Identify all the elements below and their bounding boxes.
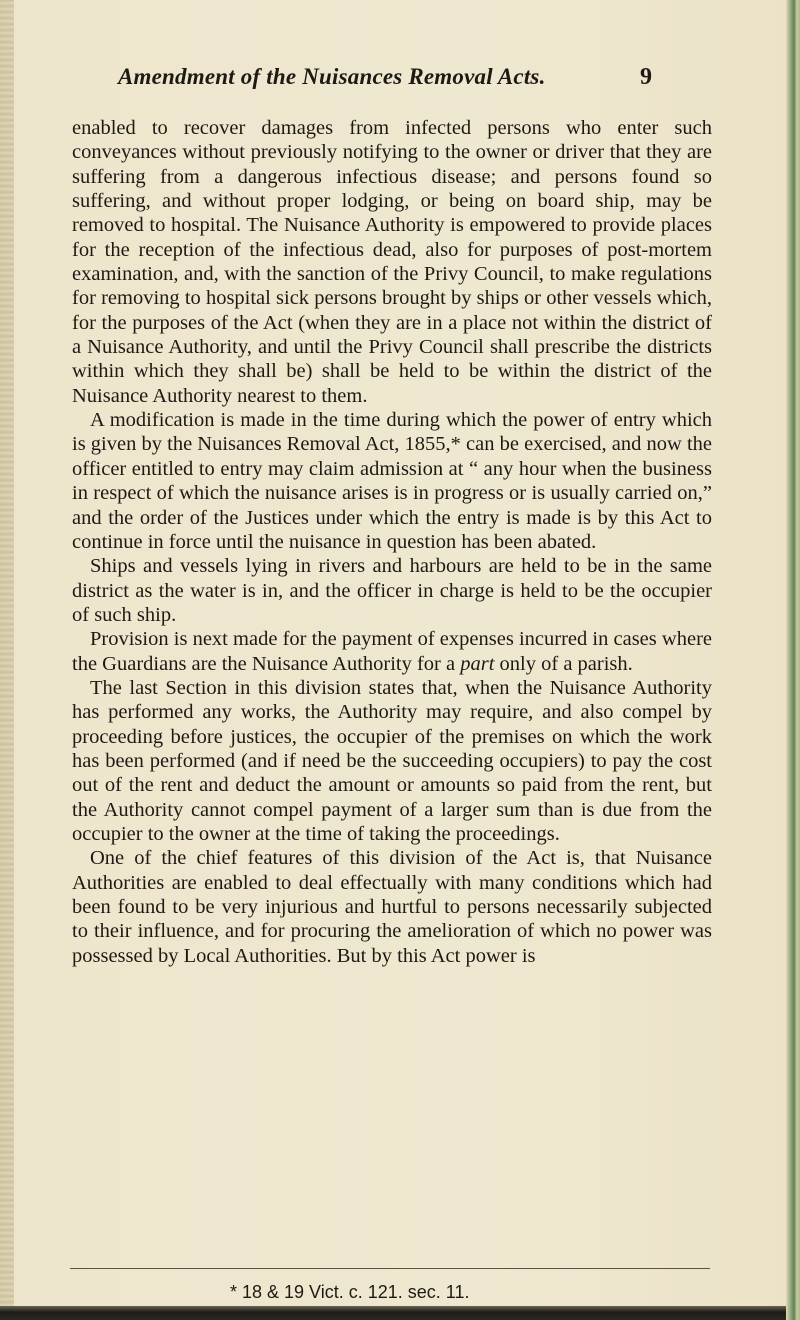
page-left-edge [0,0,14,1320]
page-bottom-shadow [0,1306,786,1320]
paragraph-1: enabled to recover damages from infected persons who enter such conveyances without previously notifying to the owner or driver that they are suffering from a dangerous infectious disease; and persons found so suffering, and without proper lodging, or being on board ship, may be removed to hospital. The Nuisance Authority is empowered to provide places for the reception of the infectious dead, also for purposes of post-mortem examination, and, with the sanction of the Privy Council, to make regulations for removing to hospital sick persons brought by ships or other vessels which, for the purposes of the Act (when they are in a place not within the district of a Nuisance Authority, and until the Privy Council shall prescribe the districts within which they shall be) shall be held to be within the district of the Nuisance Authority nearest to them. [72,117,712,407]
paragraph-5: The last Section in this division states that, when the Nuisance Authority has performed any works, the Authority may require, and also compel by proceeding before justices, the occupier of the premises on which the work has been performed (and if need be the succeeding occupiers) to pay the cost out of the rent and deduct the amount or amounts so paid from the rent, but the Authority cannot compel payment of a larger sum than is due from the occupier to the owner at the time of taking the proceedings. [72,676,712,845]
emphasis-part: part [460,652,495,675]
footnote: * 18 & 19 Vict. c. 121. sec. 11. [230,1282,470,1302]
page-right-edge [786,0,800,1320]
paragraph-6: One of the chief features of this division of the Act is, that Nuisance Authorities are enabled to deal effectually with many conditions which had been found to be very injurious and hurtful to persons necessarily subjected to their influence, and for procuring the amelioration of which no power was possessed by Local Authorities. But by this Act power is [72,847,712,967]
paragraph-3: Ships and vessels lying in rivers and harbours are held to be in the same district as the water is in, and the officer in charge is held to be the occupier of such ship. [72,555,712,626]
paragraph-2: A modification is made in the time during which the power of entry which is given by the Nuisances Removal Act, 1855,* can be exercised, and now the officer entitled to entry may claim admission at “ any hour when the business in respect of which the nuisance arises is in progress or is usually carried on,” and the order of the Justices under which the entry is made is by this Act to continue in force until the nuisance in question has been abated. [72,409,712,553]
paragraph-4: Provision is next made for the payment of expenses incurred in cases where the Guardians are the Nuisance Authority for a part only of a parish. [72,628,712,675]
body-text [72,116,712,968]
footnote-rule [70,1268,710,1269]
page-number: 9 [640,64,652,90]
running-title: Amendment of the Nuisances Removal Acts. [118,64,546,89]
